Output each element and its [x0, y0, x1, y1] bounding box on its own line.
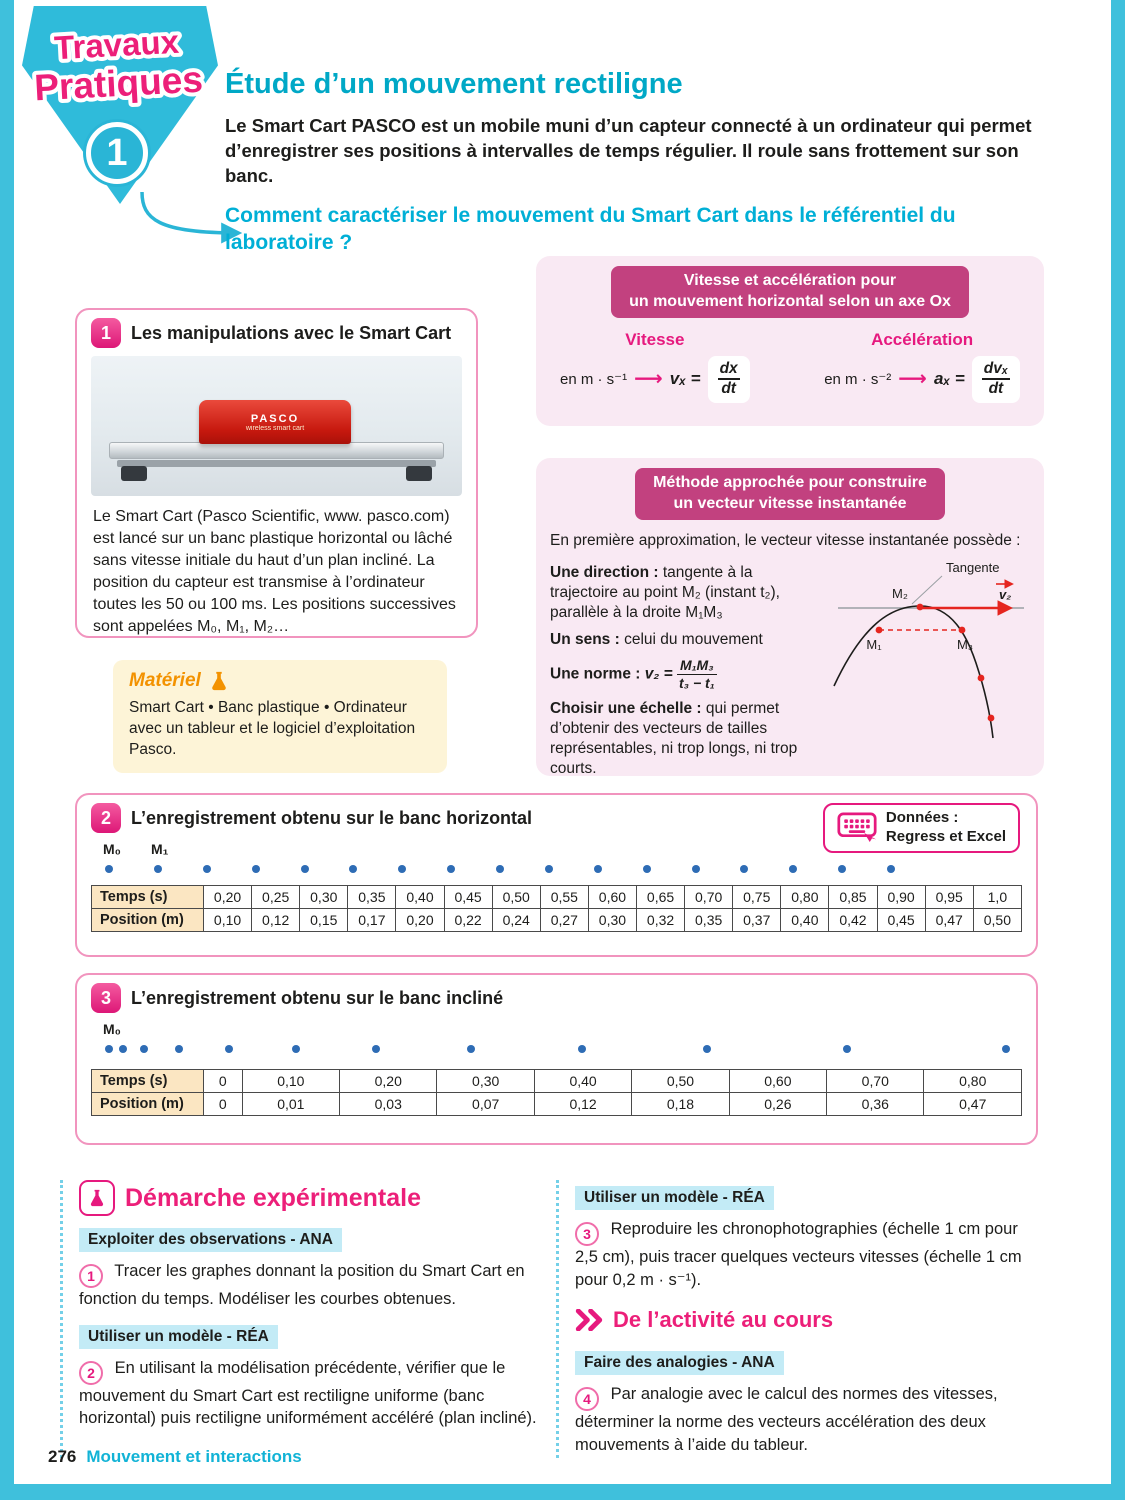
- value-cell: 0,70: [685, 886, 733, 909]
- section-banc-horizontal: [75, 793, 1038, 957]
- table-row: [92, 1093, 1022, 1116]
- value-cell: 0,30: [300, 886, 348, 909]
- page-footer: [48, 1447, 302, 1467]
- task-1-text: Tracer les graphes donnant la position du Smart Cart en fonction du temps. Modéliser les courbes obtenues.: [79, 1262, 525, 1309]
- vitesse-formula-group: [560, 330, 750, 403]
- row-label-cell: Temps (s): [92, 886, 204, 909]
- value-cell: 0,10: [204, 909, 252, 932]
- smart-cart-photo: [91, 356, 462, 496]
- vitesse-header-line2: un mouvement horizontal selon un axe Ox: [629, 292, 951, 310]
- section-manipulations: [75, 308, 478, 638]
- value-cell: 0,42: [829, 909, 877, 932]
- value-cell: 0,65: [636, 886, 684, 909]
- value-cell: 0,22: [444, 909, 492, 932]
- tp-logo: [22, 6, 218, 204]
- value-cell: 0,85: [829, 886, 877, 909]
- value-cell: 0,18: [632, 1093, 729, 1116]
- chrono-dot: [447, 865, 455, 873]
- value-cell: 0,80: [924, 1070, 1022, 1093]
- vitesse-acceleration-box: [536, 256, 1044, 426]
- donnees-badge-text: [886, 809, 1006, 847]
- chrono-dot: [398, 865, 406, 873]
- value-cell: 0,07: [437, 1093, 534, 1116]
- chronophotography-incline: [103, 1021, 1006, 1065]
- m0-label: M₀: [103, 1021, 121, 1037]
- chrono-dot: [594, 865, 602, 873]
- demarche-title: Démarche expérimentale: [125, 1183, 421, 1212]
- value-cell: 0,25: [252, 886, 300, 909]
- methode-columns: [550, 556, 1030, 787]
- section-banc-incline: [75, 973, 1038, 1145]
- row-label-cell: Position (m): [92, 909, 204, 932]
- chapter-title: Mouvement et interactions: [86, 1447, 302, 1466]
- methode-header-line1: Méthode approchée pour construire: [653, 474, 927, 491]
- badge-line1: Données :: [885, 809, 959, 826]
- table-horizontal: [91, 885, 1022, 932]
- tangent-pointer-line: [912, 576, 942, 604]
- cart-caption-label: wireless smart cart: [245, 424, 305, 432]
- tangente-label: Tangente: [946, 559, 1000, 575]
- competency-label: Faire des analogies - ANA: [575, 1351, 784, 1375]
- v2-label: v₂: [999, 586, 1012, 602]
- value-cell: 0,50: [492, 886, 540, 909]
- task-3-number: 3: [575, 1222, 599, 1246]
- section1-number-badge: 1: [91, 318, 121, 348]
- materiel-body: Smart Cart • Banc plastique • Ordinateur avec un tableur et le logiciel d’exploitation Pasco.: [129, 699, 416, 758]
- section2-number-badge: 2: [91, 803, 121, 833]
- chrono-dot: [203, 865, 211, 873]
- section1-body: Le Smart Cart (Pasco Scientific, www. pasco.com) est lancé sur un banc plastique horizontal ou lâché sans vitesse initiale du haut d’un plan incliné. La position du capteur est transmise à l’ordinateur toutes les 50 ou 100 ms. Les positions successives sont appelées M₀, M₁, M₂…: [93, 508, 456, 636]
- norme-denominator: t₃ − t₁: [678, 674, 715, 691]
- value-cell: 0,20: [396, 909, 444, 932]
- trajectory-curve: [834, 606, 993, 738]
- point-m1: [876, 626, 883, 633]
- value-cell: 0,32: [636, 909, 684, 932]
- vitesse-label: Vitesse: [625, 329, 685, 349]
- chrono-dot: [838, 865, 846, 873]
- m1-label: M₁: [866, 636, 882, 652]
- methode-header-line2: un vecteur vitesse instantanée: [673, 494, 907, 512]
- value-cell: 0,47: [925, 909, 973, 932]
- chrono-dot: [119, 1045, 127, 1053]
- chronophotography-horizontal: [103, 841, 891, 881]
- table-incline: [91, 1069, 1022, 1116]
- chrono-dot: [545, 865, 553, 873]
- value-cell: 0,37: [733, 909, 781, 932]
- track-foot-right: [406, 466, 432, 481]
- long-arrow-icon: ⟶: [634, 368, 663, 391]
- data-table: [91, 1069, 1022, 1116]
- chrono-dot: [140, 1045, 148, 1053]
- acceleration-numerator: dvₓ: [982, 360, 1010, 381]
- dots-strip: [109, 865, 891, 874]
- chrono-dot: [692, 865, 700, 873]
- task-3-text: Reproduire les chronophotographies (échelle 1 cm pour 2,5 cm), puis tracer quelques vecteurs vitesses (échelle 1 cm pour 0,2 m · s⁻¹).: [575, 1220, 1022, 1289]
- value-cell: 0,90: [877, 886, 925, 909]
- chrono-dot: [252, 865, 260, 873]
- sens-text: celui du mouvement: [624, 631, 763, 649]
- acceleration-label: Accélération: [871, 329, 974, 349]
- acceleration-formula: [824, 356, 1020, 403]
- competency-label: Exploiter des observations - ANA: [79, 1228, 342, 1252]
- page-border-left: [0, 0, 14, 1500]
- value-cell: 0,40: [534, 1070, 631, 1093]
- acceleration-denominator: dt: [988, 380, 1004, 398]
- materiel-box: [113, 660, 447, 773]
- methode-text: [550, 556, 816, 787]
- chrono-dot: [703, 1045, 711, 1053]
- track-shape: [109, 442, 444, 459]
- vitesse-lhs: vₓ =: [669, 369, 701, 389]
- flask-icon: [209, 670, 229, 692]
- keyboard-icon: [837, 811, 877, 844]
- materiel-header: [129, 670, 431, 692]
- value-cell: 0,35: [348, 886, 396, 909]
- page-number: 276: [48, 1447, 77, 1466]
- section3-number-badge: 3: [91, 983, 121, 1013]
- value-cell: 0,12: [534, 1093, 631, 1116]
- chrono-dot: [372, 1045, 380, 1053]
- flask-badge: [79, 1180, 115, 1216]
- task-1-number: 1: [79, 1264, 103, 1288]
- chrono-dot: [643, 865, 651, 873]
- row-label-cell: Temps (s): [92, 1070, 204, 1093]
- value-cell: 0,36: [827, 1093, 924, 1116]
- smart-cart-shape: [199, 400, 351, 444]
- echelle-text: qui permet d’obtenir des vecteurs de tailles représentables, ni trop longs, ni trop courts.: [550, 699, 798, 778]
- value-cell: 0,95: [925, 886, 973, 909]
- norme-line: [550, 657, 816, 692]
- task-4-number: 4: [575, 1387, 599, 1411]
- value-cell: 0,20: [340, 1070, 437, 1093]
- cart-brand-label: PASCO: [250, 412, 300, 425]
- value-cell: 0,10: [242, 1070, 339, 1093]
- chrono-dot: [467, 1045, 475, 1053]
- value-cell: 0,55: [540, 886, 588, 909]
- chrono-dot: [496, 865, 504, 873]
- value-cell: 0,15: [300, 909, 348, 932]
- section2-title: L’enregistrement obtenu sur le banc horizontal: [131, 807, 533, 828]
- section1-header: [91, 318, 462, 348]
- double-chevron-icon: [575, 1309, 603, 1331]
- track-foot-left: [121, 466, 147, 481]
- value-cell: 0,50: [973, 909, 1021, 932]
- m3-label: M₃: [956, 636, 974, 652]
- materiel-title: Matériel: [129, 670, 201, 691]
- competency-label: Utiliser un modèle - RÉA: [79, 1325, 278, 1349]
- chrono-dot: [105, 865, 113, 873]
- acceleration-lhs: aₓ =: [933, 369, 965, 389]
- direction-label: Une direction :: [550, 563, 659, 581]
- point-m2: [917, 603, 924, 610]
- task-2-text: En utilisant la modélisation précédente, vérifier que le mouvement du Smart Cart est rectiligne uniforme (banc horizontal) puis rectiligne uniformément accéléré (plan incliné).: [79, 1358, 537, 1428]
- logo-text: [6, 18, 234, 128]
- table-row: [92, 909, 1022, 932]
- track-rail-shape: [117, 460, 436, 467]
- logo-line1: Travaux: [53, 22, 180, 67]
- chrono-dot: [843, 1045, 851, 1053]
- methode-intro: En première approximation, le vecteur vitesse instantanée possède :: [550, 531, 1021, 549]
- guiding-question: Comment caractériser le mouvement du Smart Cart dans le référentiel du laboratoire ?: [225, 204, 956, 255]
- cours-title: De l’activité au cours: [613, 1306, 834, 1332]
- acceleration-unit: en m · s⁻²: [824, 371, 892, 389]
- table-row: [92, 1070, 1022, 1093]
- value-cell: 0,50: [632, 1070, 729, 1093]
- value-cell: 0,60: [588, 886, 636, 909]
- value-cell: 0,35: [685, 909, 733, 932]
- task-1: [79, 1260, 546, 1311]
- task-4-text: Par analogie avec le calcul des normes des vitesses, déterminer la norme des vecteurs accélération des deux mouvements à l’aide du tableur.: [575, 1384, 998, 1454]
- methode-box-header: [635, 468, 945, 520]
- point-extra2: [988, 714, 995, 721]
- value-cell: 0,45: [444, 886, 492, 909]
- chrono-dot: [578, 1045, 586, 1053]
- row-label-cell: Position (m): [92, 1093, 204, 1116]
- section1-title: Les manipulations avec le Smart Cart: [131, 322, 452, 343]
- intro-paragraph: Le Smart Cart PASCO est un mobile muni d’un capteur connecté à un ordinateur qui permet d’enregistrer ses positions à intervalles de temps régulier. Il roule sans frottement sur son banc.: [225, 115, 1032, 186]
- badge-line2: Regress et Excel: [885, 827, 1006, 845]
- value-cell: 0,60: [729, 1070, 826, 1093]
- section3-title: L’enregistrement obtenu sur le banc incliné: [131, 987, 504, 1008]
- task-2: [79, 1357, 546, 1430]
- page-title: Étude d’un mouvement rectiligne: [225, 68, 683, 100]
- value-cell: 0,26: [729, 1093, 826, 1116]
- cours-header: [575, 1307, 1040, 1333]
- value-cell: 0: [204, 1070, 243, 1093]
- chrono-dot: [349, 865, 357, 873]
- direction-line: [550, 563, 816, 623]
- chrono-dot: [292, 1045, 300, 1053]
- value-cell: 0: [204, 1093, 243, 1116]
- page-border-right: [1111, 0, 1125, 1500]
- task-2-number: 2: [79, 1361, 103, 1385]
- vitesse-unit: en m · s⁻¹: [560, 371, 628, 389]
- chrono-dot: [225, 1045, 233, 1053]
- tp-number-badge: 1: [86, 122, 148, 184]
- demarche-column: [60, 1180, 546, 1458]
- chrono-dot: [105, 1045, 113, 1053]
- value-cell: 0,75: [733, 886, 781, 909]
- acceleration-formula-group: [824, 330, 1020, 403]
- sens-line: [550, 630, 816, 650]
- echelle-label: Choisir une échelle :: [550, 699, 702, 717]
- point-m3: [959, 626, 966, 633]
- dots-strip: [109, 1045, 1006, 1054]
- acceleration-fraction-box: [972, 356, 1020, 403]
- m1-label: M₁: [151, 841, 169, 857]
- sens-label: Un sens :: [550, 631, 620, 649]
- vitesse-denominator: dt: [721, 380, 736, 398]
- section3-header: [91, 983, 1022, 1013]
- vitesse-box-header: [611, 266, 969, 318]
- value-cell: 0,40: [781, 909, 829, 932]
- chrono-dot: [1002, 1045, 1010, 1053]
- chrono-dot: [175, 1045, 183, 1053]
- value-cell: 0,80: [781, 886, 829, 909]
- vitesse-numerator: dx: [718, 360, 740, 381]
- table-row: [92, 886, 1022, 909]
- vitesse-fraction-box: [708, 356, 750, 403]
- norme-lhs: v₂ =: [644, 665, 673, 683]
- value-cell: 0,30: [588, 909, 636, 932]
- flask-icon: [88, 1188, 106, 1208]
- m2-label: M₂: [892, 585, 908, 601]
- echelle-line: [550, 699, 816, 780]
- value-cell: 1,0: [973, 886, 1021, 909]
- methode-box: [536, 458, 1044, 776]
- chrono-dot: [789, 865, 797, 873]
- chrono-dot: [887, 865, 895, 873]
- chrono-dot: [301, 865, 309, 873]
- chrono-dot: [740, 865, 748, 873]
- demarche-header: [79, 1180, 546, 1216]
- page-border-bottom: [0, 1484, 1125, 1500]
- norme-label: Une norme :: [550, 665, 641, 683]
- vitesse-formula: [560, 356, 750, 403]
- point-extra1: [978, 674, 985, 681]
- value-cell: 0,12: [252, 909, 300, 932]
- value-cell: 0,03: [340, 1093, 437, 1116]
- task-3: [575, 1218, 1040, 1291]
- value-cell: 0,20: [204, 886, 252, 909]
- value-cell: 0,45: [877, 909, 925, 932]
- competency-label: Utiliser un modèle - RÉA: [575, 1186, 774, 1210]
- value-cell: 0,30: [437, 1070, 534, 1093]
- norme-numerator: M₁M₃: [677, 657, 717, 675]
- trajectory-diagram: [824, 556, 1030, 760]
- value-cell: 0,40: [396, 886, 444, 909]
- methode-diagram: [824, 556, 1030, 787]
- value-cell: 0,27: [540, 909, 588, 932]
- task-4: [575, 1383, 1040, 1456]
- logo-line2: Pratiques: [33, 58, 204, 109]
- formula-groups: [550, 330, 1030, 403]
- value-cell: 0,24: [492, 909, 540, 932]
- value-cell: 0,01: [242, 1093, 339, 1116]
- value-cell: 0,17: [348, 909, 396, 932]
- direction-text: tangente à la trajectoire au point M₂ (instant t₂), parallèle à la droite M₁M₃: [550, 563, 780, 621]
- vitesse-header-line1: Vitesse et accélération pour: [683, 272, 897, 289]
- data-table: [91, 885, 1022, 932]
- activite-column: [556, 1180, 1040, 1458]
- norme-fraction: [677, 657, 717, 692]
- m0-label: M₀: [103, 841, 121, 857]
- long-arrow-icon: ⟶: [898, 368, 927, 391]
- value-cell: 0,47: [924, 1093, 1022, 1116]
- chrono-dot: [154, 865, 162, 873]
- value-cell: 0,70: [827, 1070, 924, 1093]
